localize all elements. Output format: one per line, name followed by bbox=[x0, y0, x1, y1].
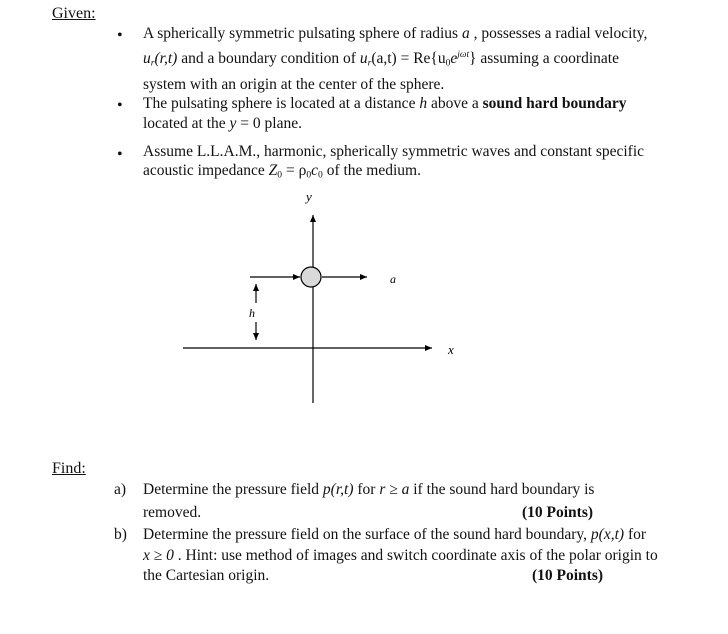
formula-x-ge-0: x ≥ 0 bbox=[143, 547, 174, 564]
bullet-icon: • bbox=[117, 27, 123, 44]
pulsating-sphere bbox=[301, 267, 321, 287]
text: if the sound hard boundary is bbox=[409, 481, 595, 498]
var-c: c bbox=[311, 162, 319, 179]
text: and a boundary condition of bbox=[177, 50, 360, 68]
points-a: (10 Points) bbox=[522, 504, 594, 521]
find-b-line2 bbox=[143, 547, 658, 566]
sub-0: 0 bbox=[318, 169, 323, 181]
text: A spherically symmetric pulsating sphere of radius bbox=[143, 25, 462, 42]
item-b-label: b) bbox=[114, 526, 127, 543]
text: for bbox=[353, 481, 380, 498]
var-y: y bbox=[229, 115, 237, 132]
height-label: h bbox=[249, 306, 255, 320]
bullet-icon: • bbox=[117, 97, 123, 114]
text: , possesses a radial velocity, bbox=[469, 25, 648, 42]
find-b-line3: the Cartesian origin. bbox=[143, 567, 270, 584]
radius-label: a bbox=[390, 272, 396, 286]
text: acoustic impedance bbox=[143, 162, 269, 179]
formula-r-ge-a: r ≥ a bbox=[379, 481, 410, 498]
var-u: u bbox=[143, 50, 151, 68]
points-b: (10 Points) bbox=[532, 567, 604, 584]
sub-0: 0 bbox=[277, 169, 283, 181]
given-heading: Given: bbox=[52, 5, 96, 22]
bullet3-line1: Assume L.L.A.M., harmonic, spherically symmetric waves and constant specific bbox=[143, 143, 645, 160]
var-a: a bbox=[461, 25, 470, 42]
text: . Hint: use method of images and switch coordinate axis of the polar origin to bbox=[173, 547, 658, 564]
y-axis-label: y bbox=[306, 189, 312, 204]
text: above a bbox=[427, 95, 483, 112]
bold-term: sound hard boundary bbox=[482, 95, 627, 112]
bullet-icon: • bbox=[117, 146, 123, 163]
var-h: h bbox=[419, 95, 428, 112]
sub-r: r bbox=[367, 57, 372, 69]
formula-p-rt: p(r,t) bbox=[322, 481, 354, 498]
sub-r: r bbox=[150, 57, 155, 69]
item-a-label: a) bbox=[114, 481, 127, 498]
var-e: e bbox=[450, 50, 458, 68]
bullet1-line3: system with an origin at the center of the sphere. bbox=[143, 76, 445, 93]
text: Determine the pressure field bbox=[143, 481, 323, 498]
brace: } bbox=[469, 50, 477, 68]
sub-0: 0 bbox=[306, 169, 312, 181]
x-axis-label: x bbox=[448, 342, 454, 357]
find-a-line1 bbox=[143, 481, 594, 500]
formula-re: (a,t) = Re{u bbox=[371, 50, 446, 68]
text: assuming a coordinate bbox=[476, 50, 619, 68]
formula-p-xt: p(x,t) bbox=[590, 526, 625, 543]
text: for bbox=[624, 526, 647, 543]
exponent: jωt bbox=[457, 50, 470, 60]
text: Determine the pressure field on the surface of the sound hard boundary, bbox=[143, 526, 591, 543]
text: located at the bbox=[143, 115, 230, 132]
var-u: u bbox=[359, 50, 368, 68]
text: of the medium. bbox=[322, 162, 421, 179]
find-a-line2: removed. bbox=[143, 504, 202, 521]
var-z: Z bbox=[268, 162, 278, 179]
text: The pulsating sphere is located at a distance bbox=[143, 95, 420, 112]
find-b-line1 bbox=[143, 526, 646, 545]
find-heading: Find: bbox=[52, 460, 86, 477]
sub-0: 0 bbox=[445, 57, 451, 69]
text: = 0 plane. bbox=[236, 115, 302, 132]
formula: = ρ bbox=[282, 162, 307, 179]
var-rt: (r,t) bbox=[154, 50, 178, 68]
